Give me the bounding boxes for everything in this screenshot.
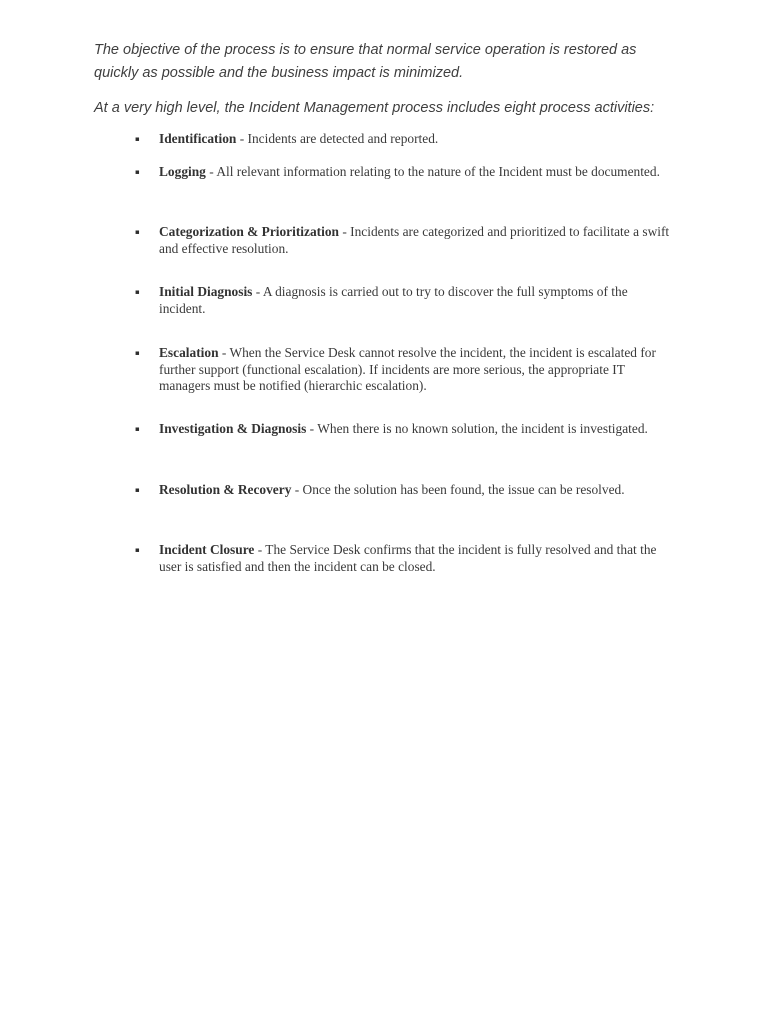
square-bullet-icon: ▪: [135, 425, 140, 433]
activity-description: Incidents are categorized and prioritized to facilitate a swift and effective resolution.: [159, 224, 670, 256]
square-bullet-icon: ▪: [135, 349, 140, 357]
square-bullet-icon: ▪: [135, 135, 140, 143]
activity-term: Incident Closure: [159, 542, 255, 557]
list-item-incident-closure: [135, 542, 674, 575]
activity-description: When the Service Desk cannot resolve the incident, the incident is escalated for further support (functional escalation). If incidents are more serious, the appropriate IT managers must be notified (hierarchic escalation).: [159, 345, 656, 394]
square-bullet-icon: ▪: [135, 168, 140, 176]
square-bullet-icon: ▪: [135, 288, 140, 296]
term-separator: -: [205, 164, 217, 179]
activity-term: Investigation & Diagnosis: [159, 421, 307, 436]
term-separator: -: [306, 421, 318, 436]
activity-description: Incidents are detected and reported.: [247, 131, 439, 146]
activity-term: Resolution & Recovery: [159, 482, 292, 497]
list-item-logging: [135, 164, 674, 181]
list-item-initial-diagnosis: [135, 284, 674, 317]
intro-paragraph-objective: The objective of the process is to ensure that normal service operation is restored as quickly as possible and the business impact is minimized.: [94, 42, 637, 81]
term-separator: -: [338, 224, 351, 239]
list-item-categorization-prioritization: [135, 224, 674, 257]
activity-term: Logging: [159, 164, 206, 179]
activity-description: The Service Desk confirms that the incident is fully resolved and that the user is satisfied and then the incident can be closed.: [159, 542, 657, 574]
list-item-escalation: [135, 345, 674, 395]
activity-term: Escalation: [159, 345, 219, 360]
square-bullet-icon: ▪: [135, 486, 140, 494]
square-bullet-icon: ▪: [135, 228, 140, 236]
activity-term: Identification: [159, 131, 237, 146]
list-item-investigation-diagnosis: [135, 421, 674, 438]
activity-description: When there is no known solution, the incident is investigated.: [317, 421, 648, 436]
activity-description: All relevant information relating to the nature of the Incident must be documented.: [216, 164, 660, 179]
activity-description: A diagnosis is carried out to try to discover the full symptoms of the incident.: [159, 284, 628, 316]
term-separator: -: [236, 131, 248, 146]
list-item-resolution-recovery: [135, 482, 674, 499]
activity-term: Categorization & Prioritization: [159, 224, 339, 239]
square-bullet-icon: ▪: [135, 546, 140, 554]
term-separator: -: [252, 284, 263, 299]
activity-term: Initial Diagnosis: [159, 284, 253, 299]
list-item-identification: [135, 131, 674, 148]
intro-paragraph-activities: At a very high level, the Incident Management process includes eight process activities:: [94, 100, 655, 116]
term-separator: -: [291, 482, 303, 497]
term-separator: -: [254, 542, 266, 557]
activity-description: Once the solution has been found, the issue can be resolved.: [302, 482, 625, 497]
term-separator: -: [218, 345, 230, 360]
